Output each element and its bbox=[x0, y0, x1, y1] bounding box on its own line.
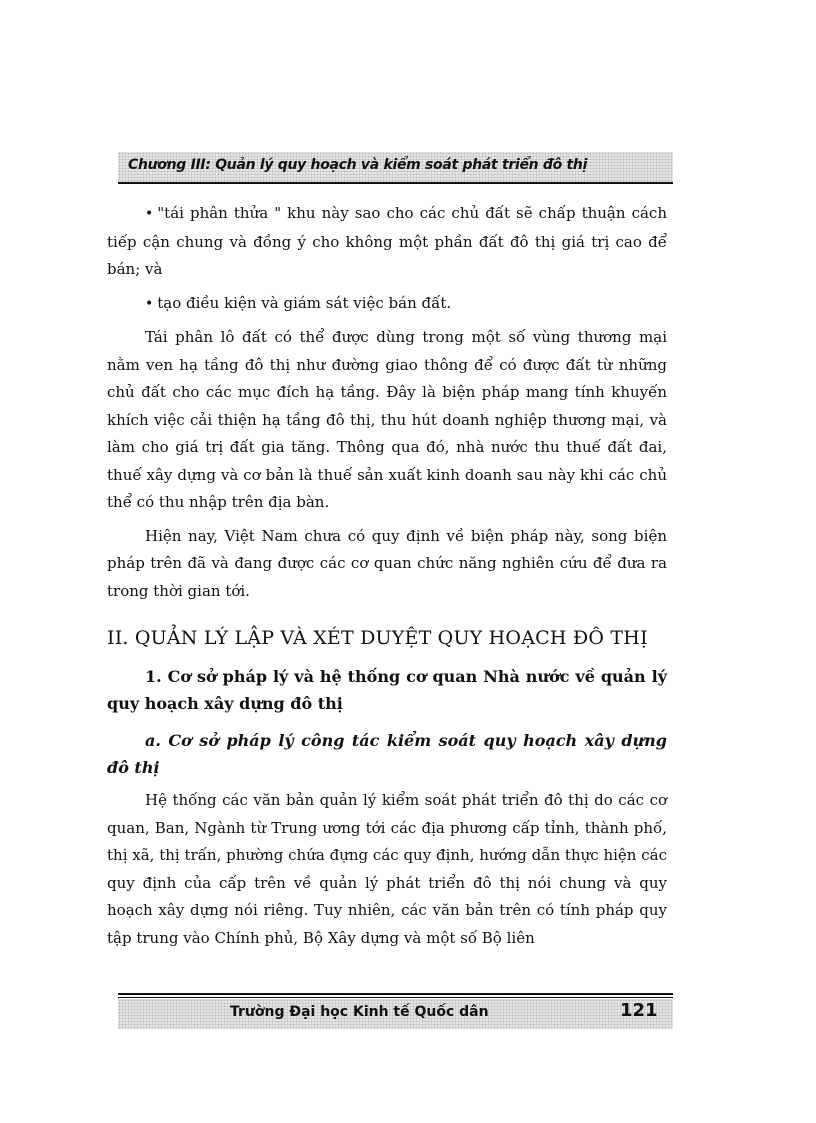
subheading-level2: a. Cơ sở pháp lý công tác kiểm soát quy hoạch xây dựng đô thị bbox=[107, 731, 667, 777]
page-number: 121 bbox=[620, 1000, 658, 1021]
paragraph: Hệ thống các văn bản quản lý kiểm soát phát triển đô thị do các cơ quan, Ban, Ngành từ Trung ương tới các địa phương cấp tỉnh, thành phố, thị xã, thị trấn, phường chứa đựng các quy định, hướng dẫn thực hiện các quy định của cấp trên về quản lý phát triển đô thị nói chung và quy hoạch xây dựng nói riêng. Tuy nhiên, các văn bản trên có tính pháp quy tập trung vào Chính phủ, Bộ Xây dựng và một số Bộ liên bbox=[107, 791, 667, 947]
bullet-icon: • bbox=[145, 206, 154, 222]
footer-rule bbox=[118, 993, 673, 995]
header-rule bbox=[118, 182, 673, 184]
chapter-title: Chương III: Quản lý quy hoạch và kiểm soát phát triển đô thị bbox=[128, 157, 588, 173]
footer-institution: Trường Đại học Kinh tế Quốc dân bbox=[230, 1004, 489, 1020]
bullet-item bbox=[107, 290, 667, 319]
bullet-text: "tái phân thửa " khu này sao cho các chủ đất sẽ chấp thuận cách tiếp cận chung và đồng ý cho không một phần đất đô thị giá trị cao để bán; và bbox=[107, 204, 667, 278]
subheading-level1: 1. Cơ sở pháp lý và hệ thống cơ quan Nhà nước về quản lý quy hoạch xây dựng đô thị bbox=[107, 667, 667, 713]
bullet-text: tạo điều kiện và giám sát việc bán đất. bbox=[157, 293, 452, 312]
paragraph: Hiện nay, Việt Nam chưa có quy định về biện pháp này, song biện pháp trên đã và đang được các cơ quan chức năng nghiên cứu để đưa ra trong thời gian tới. bbox=[107, 526, 667, 600]
page-body bbox=[107, 200, 667, 952]
section-heading: II. QUẢN LÝ LẬP VÀ XÉT DUYỆT QUY HOẠCH ĐÔ THỊ bbox=[107, 627, 648, 649]
bullet-icon: • bbox=[145, 295, 154, 312]
bullet-item bbox=[107, 200, 667, 284]
paragraph: Tái phân lô đất có thể được dùng trong một số vùng thương mại nằm ven hạ tầng đô thị như đường giao thông để có được đất từ những chủ đất cho các mục đích hạ tầng. Đây là biện pháp mang tính khuyến khích việc cải thiện hạ tầng đô thị, thu hút doanh nghiệp thương mại, và làm cho giá trị đất gia tăng. Thông qua đó, nhà nước thu thuế đất đai, thuế xây dựng và cơ bản là thuế sản xuất kinh doanh sau này khi các chủ thể có thu nhập trên địa bàn. bbox=[107, 328, 667, 511]
footer-rule-thin bbox=[118, 997, 673, 998]
